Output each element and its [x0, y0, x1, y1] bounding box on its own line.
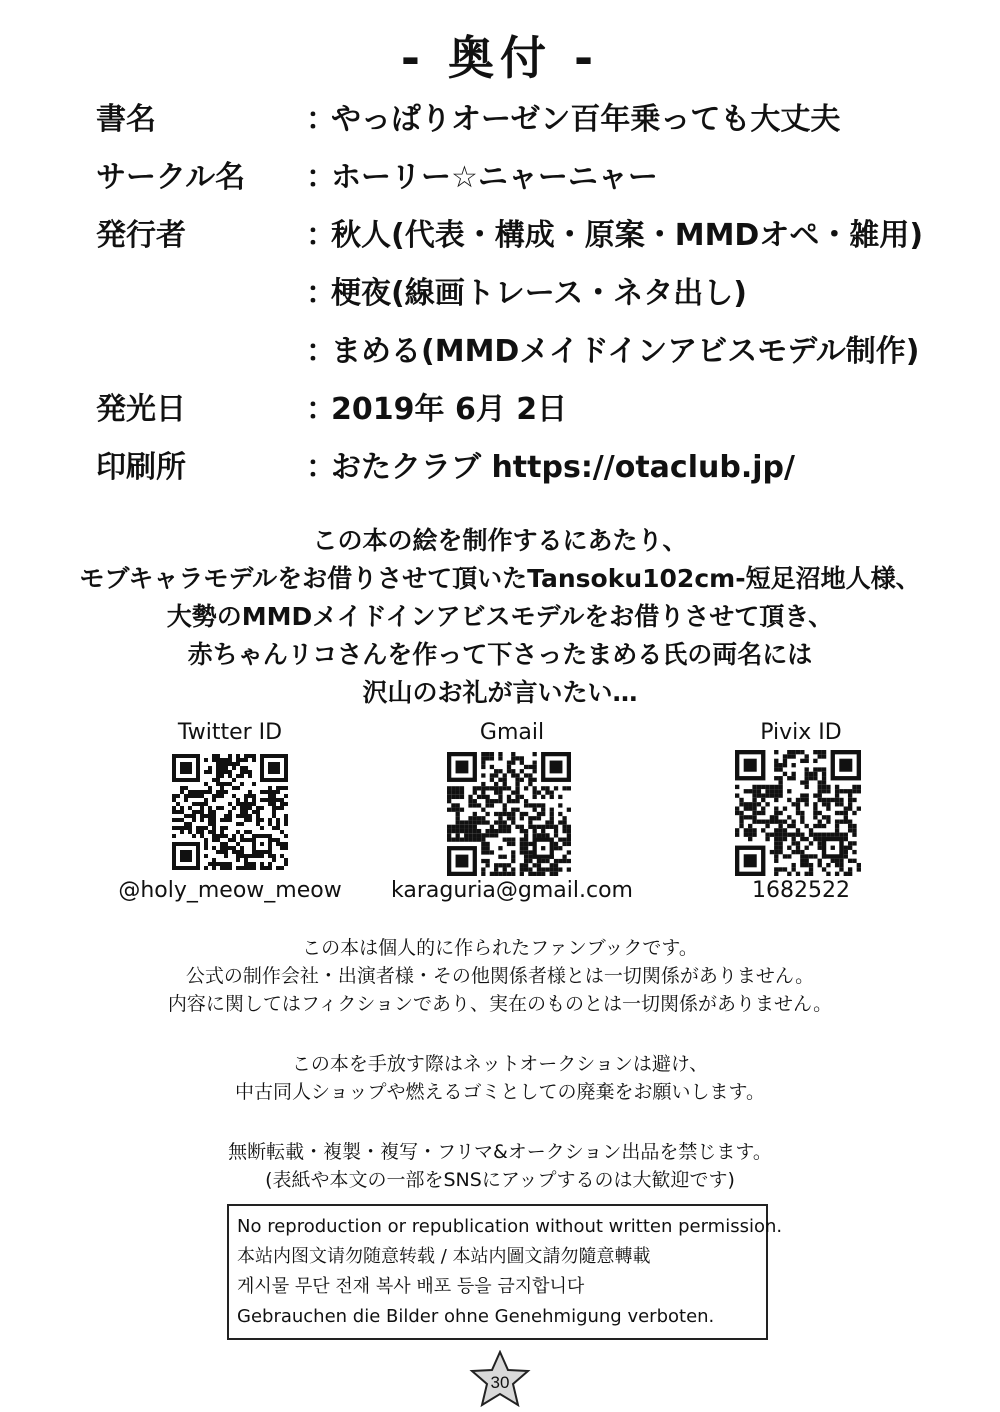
colophon-key: 発行者	[96, 218, 186, 253]
colophon-row-publisher-3	[96, 326, 956, 376]
thanks-line: 赤ちゃんリコさんを作って下さったまめる氏の両名には	[187, 640, 813, 669]
disposal-request	[0, 1050, 1000, 1106]
colophon-value: やっぱりオーゼン百年乗っても大丈夫	[331, 102, 841, 137]
colophon-value: 梗夜(線画トレース・ネタ出し)	[331, 276, 747, 311]
thanks-message	[0, 522, 1000, 712]
colophon-value: ホーリー☆ニャーニャー	[331, 160, 658, 195]
colophon-colon: ：	[306, 218, 336, 253]
reproduction-notice	[0, 1138, 1000, 1194]
twitter-qr-code-icon[interactable]	[172, 754, 288, 870]
pixiv-id[interactable]: 1682522	[752, 878, 850, 903]
colophon-key: サークル名	[96, 160, 246, 195]
colophon-row-title	[96, 94, 956, 144]
notice-line-zh: 本站内图文请勿随意转载 / 本站内圖文請勿隨意轉載	[237, 1246, 651, 1267]
colophon-colon: ：	[306, 276, 336, 311]
thanks-line: 沢山のお礼が言いたい…	[362, 678, 638, 707]
gmail-label: Gmail	[479, 720, 545, 745]
page-number-star	[468, 1350, 532, 1408]
colophon-key: 書名	[96, 102, 156, 137]
twitter-id-label: Twitter ID	[177, 720, 283, 745]
note-line: (表紙や本文の一部をSNSにアップするのは大歓迎です)	[265, 1169, 735, 1191]
colophon-row-circle	[96, 152, 956, 202]
note-line: 内容に関してはフィクションであり、実在のものとは一切関係がありません。	[167, 993, 833, 1015]
fanbook-disclaimer	[0, 934, 1000, 1018]
thanks-line: モブキャラモデルをお借りさせて頂いたTansoku102cm-短足沼地人様、	[79, 564, 921, 593]
colophon-colon: ：	[306, 102, 336, 137]
no-reproduction-box	[227, 1204, 783, 1340]
colophon-row-date	[96, 384, 956, 434]
thanks-line: この本の絵を制作するにあたり、	[312, 526, 688, 555]
twitter-handle[interactable]: @holy_meow_meow	[118, 878, 342, 903]
pixiv-id-label: Pivix ID	[760, 720, 842, 745]
note-line: 公式の制作会社・出演者様・その他関係者様とは一切関係がありません。	[185, 965, 815, 987]
note-line: この本を手放す際はネットオークションは避け、	[291, 1053, 709, 1075]
page-number: 30	[490, 1373, 510, 1392]
note-line: 中古同人ショップや燃えるゴミとしての廃棄をお願いします。	[234, 1081, 766, 1103]
notice-line-de: Gebrauchen die Bilder ohne Genehmigung verboten.	[237, 1306, 715, 1327]
colophon-value: まめる(MMDメイドインアビスモデル制作)	[331, 334, 920, 369]
note-line: この本は個人的に作られたファンブックです。	[302, 937, 698, 959]
note-line: 無断転載・複製・複写・フリマ&オークション出品を禁じます。	[228, 1141, 772, 1163]
colophon-row-publisher-2	[96, 268, 956, 318]
colophon-key: 印刷所	[96, 450, 186, 485]
notice-line-en: No reproduction or republication without written permission.	[237, 1216, 783, 1237]
gmail-qr-code-icon[interactable]	[446, 752, 572, 876]
gmail-address[interactable]: karaguria@gmail.com	[391, 878, 633, 903]
colophon-colon: ：	[306, 450, 336, 485]
colophon-colon: ：	[306, 160, 336, 195]
colophon-key: 発光日	[96, 392, 186, 427]
colophon-value: 2019年 6月 2日	[331, 392, 568, 427]
thanks-line: 大勢のMMDメイドインアビスモデルをお借りさせて頂き、	[166, 602, 834, 631]
pixiv-qr-code-icon[interactable]	[734, 750, 862, 876]
page-title: - 奥付 -	[400, 31, 600, 85]
notice-line-ko: 게시물 무단 전재 복사 배포 등을 금지합니다	[237, 1276, 585, 1297]
colophon-row-printer	[96, 442, 956, 492]
colophon-value: 秋人(代表・構成・原案・MMDオペ・雑用)	[331, 218, 924, 253]
colophon-colon: ：	[306, 392, 336, 427]
colophon-colon: ：	[306, 334, 336, 369]
colophon-value: おたクラブ https://otaclub.jp/	[331, 450, 795, 485]
colophon-row-publisher	[96, 210, 956, 260]
